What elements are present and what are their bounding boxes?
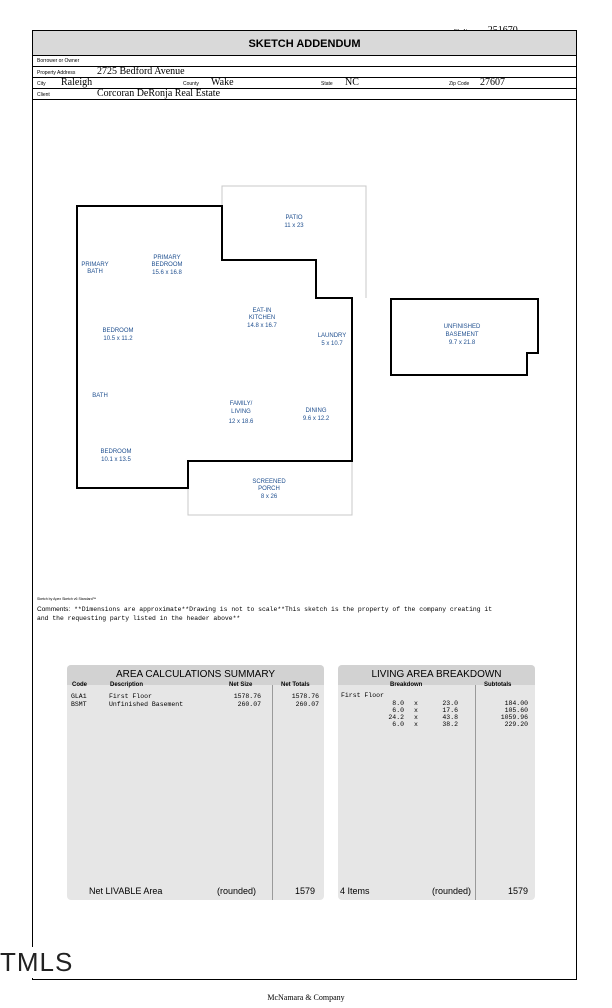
bedroom2-name: BEDROOM [100, 449, 132, 455]
tmls-watermark: TMLS [0, 947, 74, 977]
col-subtotals: Subtotals [484, 682, 512, 688]
breakdown-subtotal-2: 105.60 [504, 707, 528, 714]
city-label: City [37, 81, 46, 87]
breakdown-subtotal-4: 229.20 [504, 721, 528, 728]
breakdown-b-2: 17.6 [442, 707, 458, 714]
kitchen-name2: KITCHEN [248, 315, 276, 321]
col-net-totals: Net Totals [281, 682, 310, 688]
area-row-code-2: BSMT [71, 701, 87, 708]
state-value: NC [345, 77, 359, 88]
zip-label: Zip Code [449, 81, 470, 87]
breakdown-rounded: (rounded) [432, 886, 472, 896]
family-dims: 12 x 18.6 [228, 419, 254, 425]
comments [37, 605, 567, 623]
primary-bedroom-name2: BEDROOM [151, 262, 183, 268]
patio-dims: 11 x 23 [284, 223, 304, 229]
net-livable-value: 1579 [295, 886, 316, 896]
bedroom1-dims: 10.5 x 11.2 [103, 336, 133, 342]
footer-company: McNamara & Company [267, 993, 345, 1002]
basement-dims: 9.7 x 21.8 [448, 340, 476, 346]
breakdown-b-3: 43.8 [442, 714, 458, 721]
breakdown-x-3: x [414, 714, 418, 721]
breakdown-a-2: 6.0 [392, 707, 404, 714]
kitchen-name1: EAT-IN [252, 308, 272, 314]
address-label: Property Address [37, 70, 76, 76]
address-value: 2725 Bedford Avenue [97, 66, 185, 77]
client-label: Client [37, 92, 50, 98]
comments-line2: and the requesting party listed in the header above** [37, 615, 241, 622]
breakdown-a-3: 24.2 [388, 714, 404, 721]
family-name2: LIVING [231, 409, 251, 415]
patio-outline [222, 186, 366, 298]
county-value: Wake [211, 77, 234, 88]
col-net-size: Net Size [229, 682, 253, 688]
breakdown-subtotal-1: 184.00 [504, 700, 528, 707]
software-note: Sketch by Apex Sketch v6 Standard™ [37, 597, 97, 601]
area-row-size-2: 260.07 [237, 701, 261, 708]
laundry-dims: 5 x 10.7 [321, 341, 343, 347]
breakdown-b-4: 38.2 [442, 721, 458, 728]
laundry-name: LAUNDRY [317, 333, 347, 339]
basement-name1: UNFINISHED [443, 324, 481, 330]
basement-name2: BASEMENT [445, 332, 479, 338]
breakdown-a-1: 8.0 [392, 700, 404, 707]
area-row-total-1: 1578.76 [291, 693, 319, 700]
dining-name: DINING [305, 408, 327, 414]
borrower-label: Borrower or Owner [37, 58, 80, 64]
items-count: 4 Items [340, 886, 370, 896]
main-house-outline [77, 206, 352, 488]
patio-name: PATIO [285, 215, 303, 221]
living-breakdown-title: LIVING AREA BREAKDOWN [371, 669, 502, 680]
breakdown-a-4: 6.0 [392, 721, 404, 728]
comments-line1: **Dimensions are approximate**Drawing is not to scale**This sketch is the property of the company creating it [74, 606, 493, 613]
bedroom1-name: BEDROOM [102, 328, 134, 334]
net-livable-label: Net LIVABLE Area [89, 886, 163, 896]
col-description: Description [110, 682, 144, 688]
breakdown-x-1: x [414, 700, 418, 707]
breakdown-subtotal-3: 1059.96 [500, 714, 528, 721]
living-breakdown-box [338, 665, 535, 900]
col-breakdown: Breakdown [390, 682, 423, 688]
kitchen-dims: 14.8 x 16.7 [247, 323, 277, 329]
family-name1: FAMILY/ [229, 401, 253, 407]
state-label: State [321, 81, 333, 87]
breakdown-total: 1579 [508, 886, 529, 896]
porch-dims: 8 x 26 [260, 494, 278, 500]
dining-dims: 9.6 x 12.2 [302, 416, 330, 422]
primary-bath-name2: BATH [87, 269, 103, 275]
area-summary-title: AREA CALCULATIONS SUMMARY [115, 669, 276, 680]
porch-name1: SCREENED [252, 479, 286, 485]
area-row-desc-1: First Floor [109, 693, 152, 700]
area-row-desc-2: Unfinished Basement [109, 701, 184, 708]
breakdown-x-4: x [414, 721, 418, 728]
zip-value: 27607 [480, 77, 505, 88]
col-code: Code [72, 682, 87, 688]
area-row-size-1: 1578.76 [233, 693, 261, 700]
county-label: County [183, 81, 199, 87]
primary-bath-name1: PRIMARY [81, 262, 109, 268]
page-title: SKETCH ADDENDUM [248, 38, 361, 50]
primary-bedroom-dims: 15.6 x 16.8 [152, 270, 182, 276]
comments-label: Comments: [37, 606, 71, 613]
porch-name2: PORCH [258, 486, 280, 492]
floor-label: First Floor [341, 692, 384, 699]
bedroom2-dims: 10.1 x 13.5 [101, 457, 131, 463]
breakdown-x-2: x [414, 707, 418, 714]
primary-bedroom-name1: PRIMARY [153, 255, 181, 261]
net-livable-rounded: (rounded) [217, 886, 257, 896]
area-row-total-2: 260.07 [295, 701, 319, 708]
client-value: Corcoran DeRonja Real Estate [97, 88, 221, 99]
city-value: Raleigh [61, 77, 93, 88]
bath-name: BATH [92, 393, 108, 399]
breakdown-b-1: 23.0 [442, 700, 458, 707]
area-summary-box [67, 665, 324, 900]
area-row-code-1: GLA1 [71, 693, 87, 700]
